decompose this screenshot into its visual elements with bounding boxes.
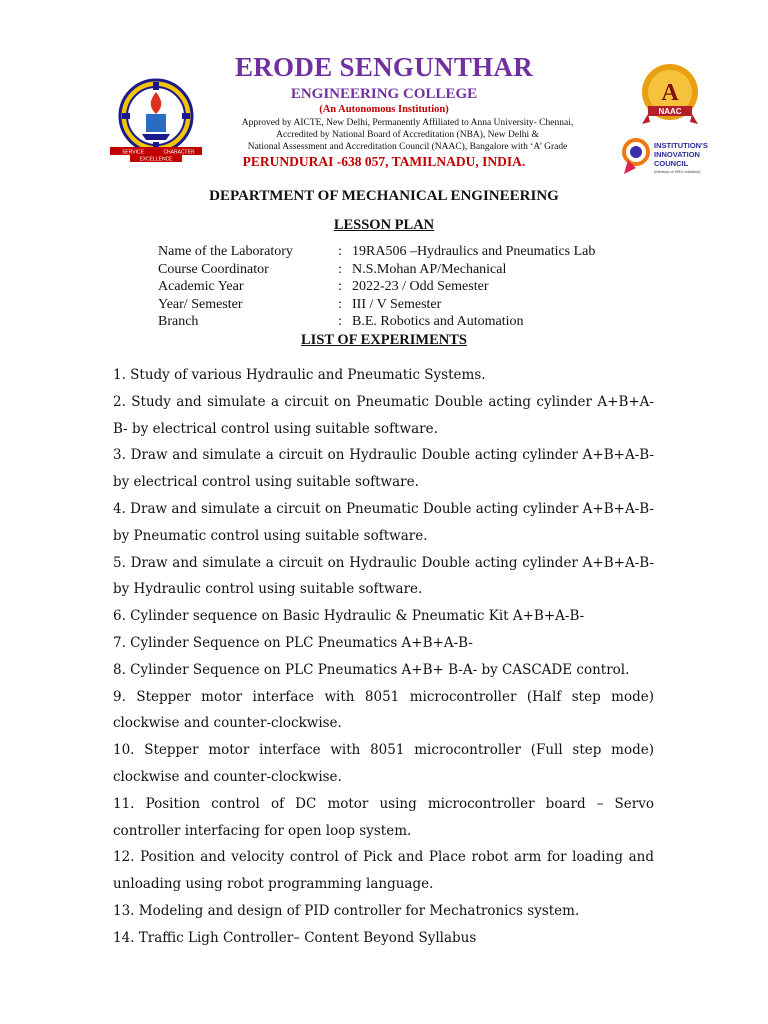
naac-label: NAAC bbox=[658, 107, 682, 116]
iic-line-4: (Ministry of HRD Initiative) bbox=[654, 169, 701, 174]
department-title: DEPARTMENT OF MECHANICAL ENGINEERING bbox=[209, 188, 559, 204]
info-separator: : bbox=[338, 314, 342, 329]
info-value: B.E. Robotics and Automation bbox=[352, 314, 524, 329]
naac-grade: A bbox=[661, 80, 679, 106]
course-info bbox=[158, 243, 595, 331]
info-row bbox=[158, 261, 595, 279]
info-label: Branch bbox=[158, 314, 199, 329]
info-value: 2022-23 / Odd Semester bbox=[352, 279, 489, 294]
experiment-item: 14. Traffic Ligh Controller– Content Beyond Syllabus bbox=[113, 929, 477, 946]
approval-text bbox=[205, 117, 610, 153]
experiment-item: 10. Stepper motor interface with 8051 microcontroller (Full step mode) clockwise and counter-clockwise. bbox=[113, 742, 654, 785]
experiments-list bbox=[113, 362, 654, 952]
info-label: Year/ Semester bbox=[158, 296, 243, 312]
info-separator: : bbox=[338, 261, 342, 277]
info-separator: : bbox=[338, 279, 342, 294]
emblem-text-character: CHARACTER bbox=[163, 149, 195, 156]
info-separator: : bbox=[338, 296, 342, 312]
info-row bbox=[158, 313, 595, 331]
info-label: Course Coordinator bbox=[158, 261, 269, 277]
info-row bbox=[158, 296, 595, 314]
experiment-item: 9. Stepper motor interface with 8051 microcontroller (Half step mode) clockwise and counter-clockwise. bbox=[113, 688, 654, 732]
iic-line-1: INSTITUTION'S bbox=[654, 141, 708, 150]
approval-line: National Assessment and Accreditation Council (NAAC), Bangalore with ‘A’ Grade bbox=[247, 142, 568, 152]
emblem-text-service: SERVICE bbox=[122, 149, 144, 156]
college-name: ERODE SENGUNTHAR bbox=[234, 52, 534, 82]
experiment-item: 7. Cylinder Sequence on PLC Pneumatics A+B+A-B- bbox=[113, 634, 473, 651]
experiment-item: 11. Position control of DC motor using microcontroller board – Servo controller interfacing for open loop system. bbox=[113, 795, 654, 839]
emblem-text-excellence: EXCELLENCE bbox=[139, 156, 173, 163]
iic-line-2: INNOVATION bbox=[654, 150, 700, 159]
info-value: 19RA506 –Hydraulics and Pneumatics Lab bbox=[352, 244, 596, 259]
info-value: III / V Semester bbox=[352, 296, 442, 312]
experiments-title: LIST OF EXPERIMENTS bbox=[301, 332, 467, 348]
approval-line: Approved by AICTE, New Delhi, Permanently Affiliated to Anna University- Chennai, bbox=[241, 118, 574, 128]
info-label: Name of the Laboratory bbox=[158, 244, 293, 259]
experiment-item: 5. Draw and simulate a circuit on Hydraulic Double acting cylinder A+B+A-B- by Hydraulic control using suitable software. bbox=[113, 554, 654, 598]
approval-line: Accredited by National Board of Accreditation (NBA), New Delhi & bbox=[276, 130, 539, 140]
experiment-item: 2. Study and simulate a circuit on Pneumatic Double acting cylinder A+B+A-B- by electrical control using suitable software. bbox=[113, 393, 654, 437]
info-row bbox=[158, 243, 595, 261]
experiment-item: 4. Draw and simulate a circuit on Pneumatic Double acting cylinder A+B+A-B- by Pneumatic control using suitable software. bbox=[113, 500, 654, 544]
college-address: PERUNDURAI -638 057, TAMILNADU, INDIA. bbox=[242, 154, 526, 169]
experiment-item: 13. Modeling and design of PID controller for Mechatronics system. bbox=[113, 902, 580, 919]
college-subtitle: ENGINEERING COLLEGE bbox=[290, 86, 478, 102]
info-value: N.S.Mohan AP/Mechanical bbox=[352, 261, 507, 277]
info-row bbox=[158, 278, 595, 296]
experiment-item: 1. Study of various Hydraulic and Pneumatic Systems. bbox=[113, 367, 486, 383]
info-separator: : bbox=[338, 244, 342, 259]
info-label: Academic Year bbox=[158, 279, 244, 294]
experiment-item: 3. Draw and simulate a circuit on Hydraulic Double acting cylinder A+B+A-B- by electrical control using suitable software. bbox=[113, 447, 654, 491]
experiment-item: 12. Position and velocity control of Pick and Place robot arm for loading and unloading using robot programming language. bbox=[113, 849, 654, 893]
experiment-item: 6. Cylinder sequence on Basic Hydraulic & Pneumatic Kit A+B+A-B- bbox=[113, 608, 585, 625]
iic-line-3: COUNCIL bbox=[654, 159, 689, 168]
lesson-plan-title: LESSON PLAN bbox=[333, 217, 435, 233]
autonomous-label: (An Autonomous Institution) bbox=[319, 104, 449, 115]
experiment-item: 8. Cylinder Sequence on PLC Pneumatics A+B+ B-A- by CASCADE control. bbox=[113, 661, 630, 678]
